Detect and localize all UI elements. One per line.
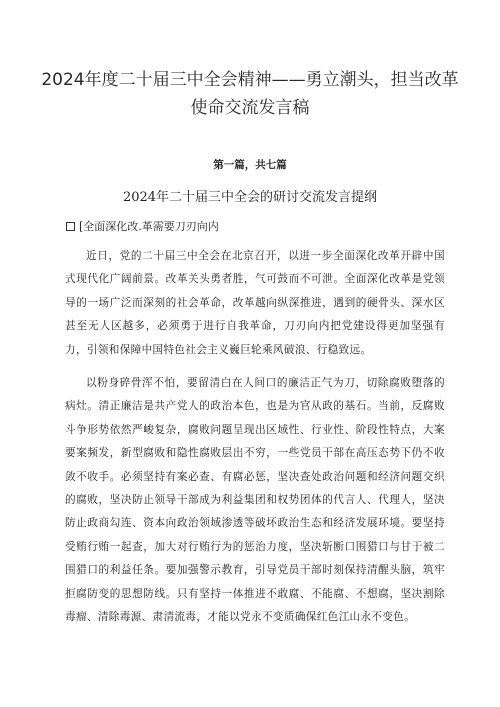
document-title: 2024年度二十届三中全会精神——勇立潮头，担当改革使命交流发言稿 xyxy=(41,70,459,118)
document-subtitle: 2024年二十届三中全会的研讨交流发言提纲 xyxy=(122,190,378,205)
paragraph: 近日，党的二十届三中全会在北京召开，以进一步全面深化改革开辟中国式现代化广阔前景。改革关头勇者胜，气可鼓而不可泄。全面深化改革是党领导的一场广泛而深刻的社会革命，改革越向纵深推进，遇到的硬骨头、深水区甚至无人区越多，必须勇于进行自我革命，刀刃向内把党建设得更加坚强有力，引领和保障中国特色社会主义巍巨轮乘风破浪、行稳致远。 xyxy=(65,250,445,356)
paragraph: 以粉身碎骨浑不怕，要留清白在人间口的廉洁正气为刀，切除腐败堕落的病灶。清正廉洁是共产党人的政治本色，也是为官从政的基石。当前，反腐败斗争形势依然严峻复杂，腐败问题呈现出区域性、行业性、阶段性特点，大案要案频发，新型腐败和隐性腐败层出不穷，一些党员干部在高压态势下仍不收敛不收手。必须坚持有案必查、有腐必惩，坚决查处政治问题和经济问题交织的腐败，坚决防止领导干部成为利益集团和权势团体的代言人、代理人，坚决防止政商勾连、资本向政治领域渗透等破坏政治生态和经济发展环境。要坚持受贿行贿一起查，加大对行贿行为的惩治力度，坚决斩断口围猎口与甘于被二围猎口的利益任条。要加强警示教育，引导党员干部时刻保持清醒头脑，筑牢拒腐防变的思想防线。只有坚持一体推进不敢腐、不能腐、不想腐，坚决割除毒瘤、清除毒源、肃清流毒，才能以党永不变质确保红色江山永不变色。 xyxy=(65,377,445,624)
checkbox-heading-text: [全面深化改.革需要刀刃向内 xyxy=(79,220,219,233)
part-label: 第一篇，共七篇 xyxy=(213,159,287,171)
checkbox-icon xyxy=(66,222,75,231)
checkbox-heading-line xyxy=(66,218,219,234)
